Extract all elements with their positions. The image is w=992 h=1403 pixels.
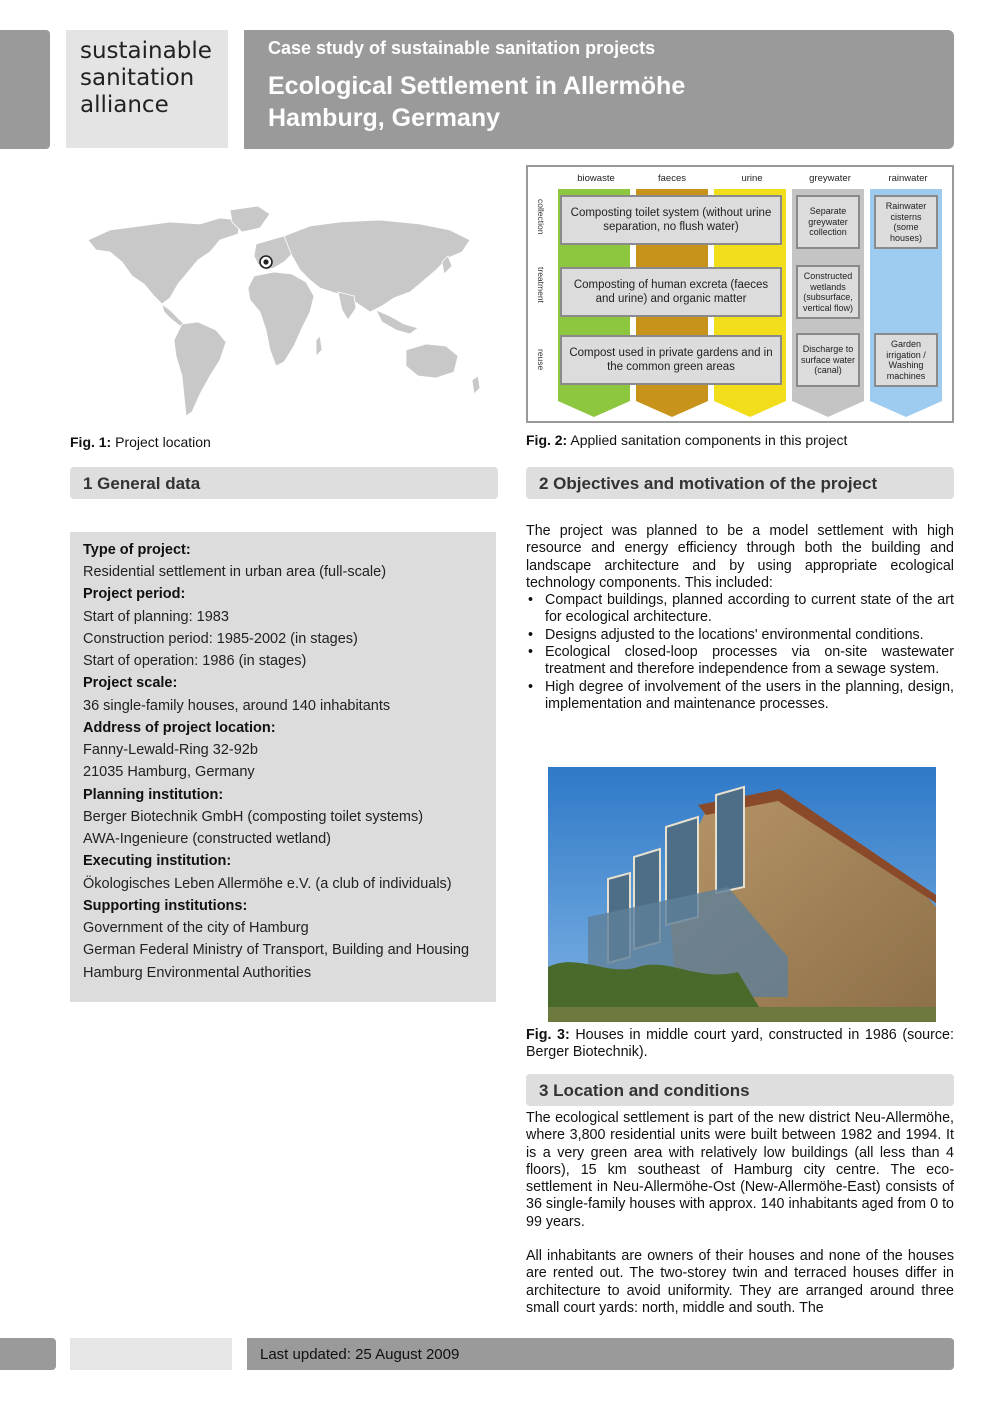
fig2-text: Applied sanitation components in this project	[570, 432, 848, 448]
general-value-supporting-1: Government of the city of Hamburg	[83, 920, 309, 936]
southeast-asia-shape	[376, 310, 418, 334]
box-composting-excreta: Composting of human excreta (faeces and urine) and organic matter	[560, 267, 782, 317]
fig2-caption	[526, 432, 847, 448]
page-header	[244, 30, 954, 149]
box-rainwater-cisterns: Rainwater cisterns (some houses)	[874, 195, 938, 249]
row-label-treatment: treatment	[536, 267, 546, 303]
section-1-title: 1 General data	[83, 474, 201, 493]
column-head-faeces: faeces	[658, 173, 686, 184]
objectives-bullet: • Ecological closed-loop processes via on-site wastewater treatment and therefore independence from a sewage system.	[526, 644, 954, 679]
footer-bar	[247, 1338, 954, 1370]
india-shape	[338, 292, 356, 320]
location-text	[526, 1110, 954, 1317]
general-heading-supporting: Supporting institutions:	[83, 898, 248, 914]
general-heading-period: Project period:	[83, 586, 186, 602]
objectives-intro: The project was planned to be a model settlement with high resource and energy efficiency through both the building and landscape architecture and by using appropriate ecological technology components. This included:	[526, 523, 954, 591]
general-value-operation: Start of operation: 1986 (in stages)	[83, 653, 307, 669]
africa-shape	[248, 272, 314, 366]
world-map	[70, 200, 498, 425]
left-edge-tab	[0, 30, 50, 149]
objectives-bullet: • Designs adjusted to the locations' environmental conditions.	[526, 627, 954, 644]
australia-shape	[406, 344, 458, 378]
section-3-heading	[526, 1074, 954, 1106]
section-1-heading	[70, 467, 498, 499]
footer-left-tab	[0, 1338, 56, 1370]
location-paragraph-2: All inhabitants are owners of their houses and none of the houses are rented out. The two-storey twin and terraced houses differ in architecture to avoid uniformity. They are arranged around three small court yards: north, middle and south. The	[526, 1248, 954, 1316]
houses-photo	[548, 767, 936, 1022]
section-2-heading	[526, 467, 954, 499]
box-discharge-surface: Discharge to surface water (canal)	[796, 333, 860, 387]
north-america-shape	[88, 218, 240, 304]
general-value-planning-inst-2: AWA-Ingenieure (constructed wetland)	[83, 831, 331, 847]
world-map-svg	[70, 200, 498, 425]
central-america-shape	[162, 304, 184, 326]
fig1-text: Project location	[115, 434, 211, 450]
column-head-greywater: greywater	[809, 173, 851, 184]
row-label-collection: collection	[536, 199, 546, 235]
box-constructed-wetlands: Constructed wetlands (subsurface, vertical flow)	[796, 265, 860, 319]
fig3-label: Fig. 3:	[526, 1027, 570, 1043]
general-value-executing: Ökologisches Leben Allermöhe e.V. (a club of individuals)	[83, 876, 452, 892]
general-heading-type: Type of project:	[83, 542, 191, 558]
fig2-label: Fig. 2:	[526, 432, 568, 448]
fig3-caption	[526, 1027, 954, 1062]
general-heading-address: Address of project location:	[83, 720, 276, 736]
last-updated: Last updated: 25 August 2009	[260, 1346, 460, 1363]
arrow-faeces	[636, 401, 708, 417]
section-3-title: 3 Location and conditions	[539, 1081, 750, 1100]
footer-logo-slot	[70, 1338, 232, 1370]
location-paragraph-1: The ecological settlement is part of the new district Neu-Allermöhe, where 3,800 residential units were built between 1982 and 1994. It is a very green area with relatively low buildings (all less than 4 floors), 15 km southeast of Hamburg city centre. The eco-settlement in Neu-Allermöhe-Ost (New-Allermöhe-East) consists of 36 single-family houses with approx. 140 inhabitants aged from 0 to 99 years.	[526, 1110, 954, 1230]
objectives-list	[526, 592, 954, 713]
objectives-text	[526, 523, 954, 713]
logo-line-3: alliance	[80, 92, 169, 118]
general-value-address-2: 21035 Hamburg, Germany	[83, 764, 255, 780]
box-garden-irrigation: Garden irrigation / Washing machines	[874, 333, 938, 387]
arrow-biowaste	[558, 401, 630, 417]
arrow-greywater	[792, 401, 864, 417]
general-value-supporting-2: German Federal Ministry of Transport, Building and Housing	[83, 942, 470, 958]
logo	[66, 30, 228, 148]
general-value-planning-inst-1: Berger Biotechnik GmbH (composting toilet systems)	[83, 809, 424, 825]
column-head-urine: urine	[741, 173, 763, 184]
box-composting-toilet: Composting toilet system (without urine separation, no flush water)	[560, 195, 782, 245]
arrow-urine	[714, 401, 786, 417]
row-label-reuse: reuse	[536, 349, 546, 371]
madagascar-shape	[316, 336, 322, 356]
column-head-rainwater: rainwater	[888, 173, 928, 184]
box-greywater-collection: Separate greywater collection	[796, 195, 860, 249]
general-value-construction: Construction period: 1985-2002 (in stages)	[83, 631, 358, 647]
general-heading-executing: Executing institution:	[83, 853, 232, 869]
general-value-address-1: Fanny-Lewald-Ring 32-92b	[83, 742, 258, 758]
fig1-caption	[70, 434, 211, 450]
column-head-biowaste: biowaste	[577, 173, 615, 184]
new-zealand-shape	[472, 376, 480, 394]
general-value-type: Residential settlement in urban area (full-scale)	[83, 564, 387, 580]
fig3-text: Houses in middle court yard, constructed in 1986 (source: Berger Biotechnik).	[526, 1027, 954, 1061]
box-compost-reuse: Compost used in private gardens and in the common green areas	[560, 335, 782, 385]
page-title-line-2: Hamburg, Germany	[268, 104, 501, 132]
objectives-bullet: • High degree of involvement of the users in the planning, design, implementation and maintenance processes.	[526, 679, 954, 714]
general-value-planning: Start of planning: 1983	[83, 609, 229, 625]
page-title-line-1: Ecological Settlement in Allermöhe	[268, 72, 686, 100]
south-america-shape	[174, 322, 226, 416]
logo-line-2: sanitation	[80, 65, 195, 91]
objectives-bullet: • Compact buildings, planned according to current state of the art for ecological architecture.	[526, 592, 954, 627]
logo-line-1: sustainable	[80, 38, 212, 64]
fig1-label: Fig. 1:	[70, 434, 112, 450]
photo-ground	[548, 1007, 936, 1022]
general-heading-scale: Project scale:	[83, 675, 178, 691]
project-location-dot	[263, 259, 268, 264]
header-subtitle: Case study of sustainable sanitation projects	[268, 38, 656, 58]
general-data-box	[70, 532, 496, 1002]
general-heading-planning-inst: Planning institution:	[83, 787, 224, 803]
section-2-title: 2 Objectives and motivation of the project	[539, 474, 878, 493]
sanitation-components-diagram	[526, 165, 954, 423]
general-value-supporting-3: Hamburg Environmental Authorities	[83, 965, 312, 981]
general-value-scale: 36 single-family houses, around 140 inhabitants	[83, 698, 391, 714]
arrow-rainwater	[870, 401, 942, 417]
houses-photo-illustration	[548, 767, 936, 1022]
